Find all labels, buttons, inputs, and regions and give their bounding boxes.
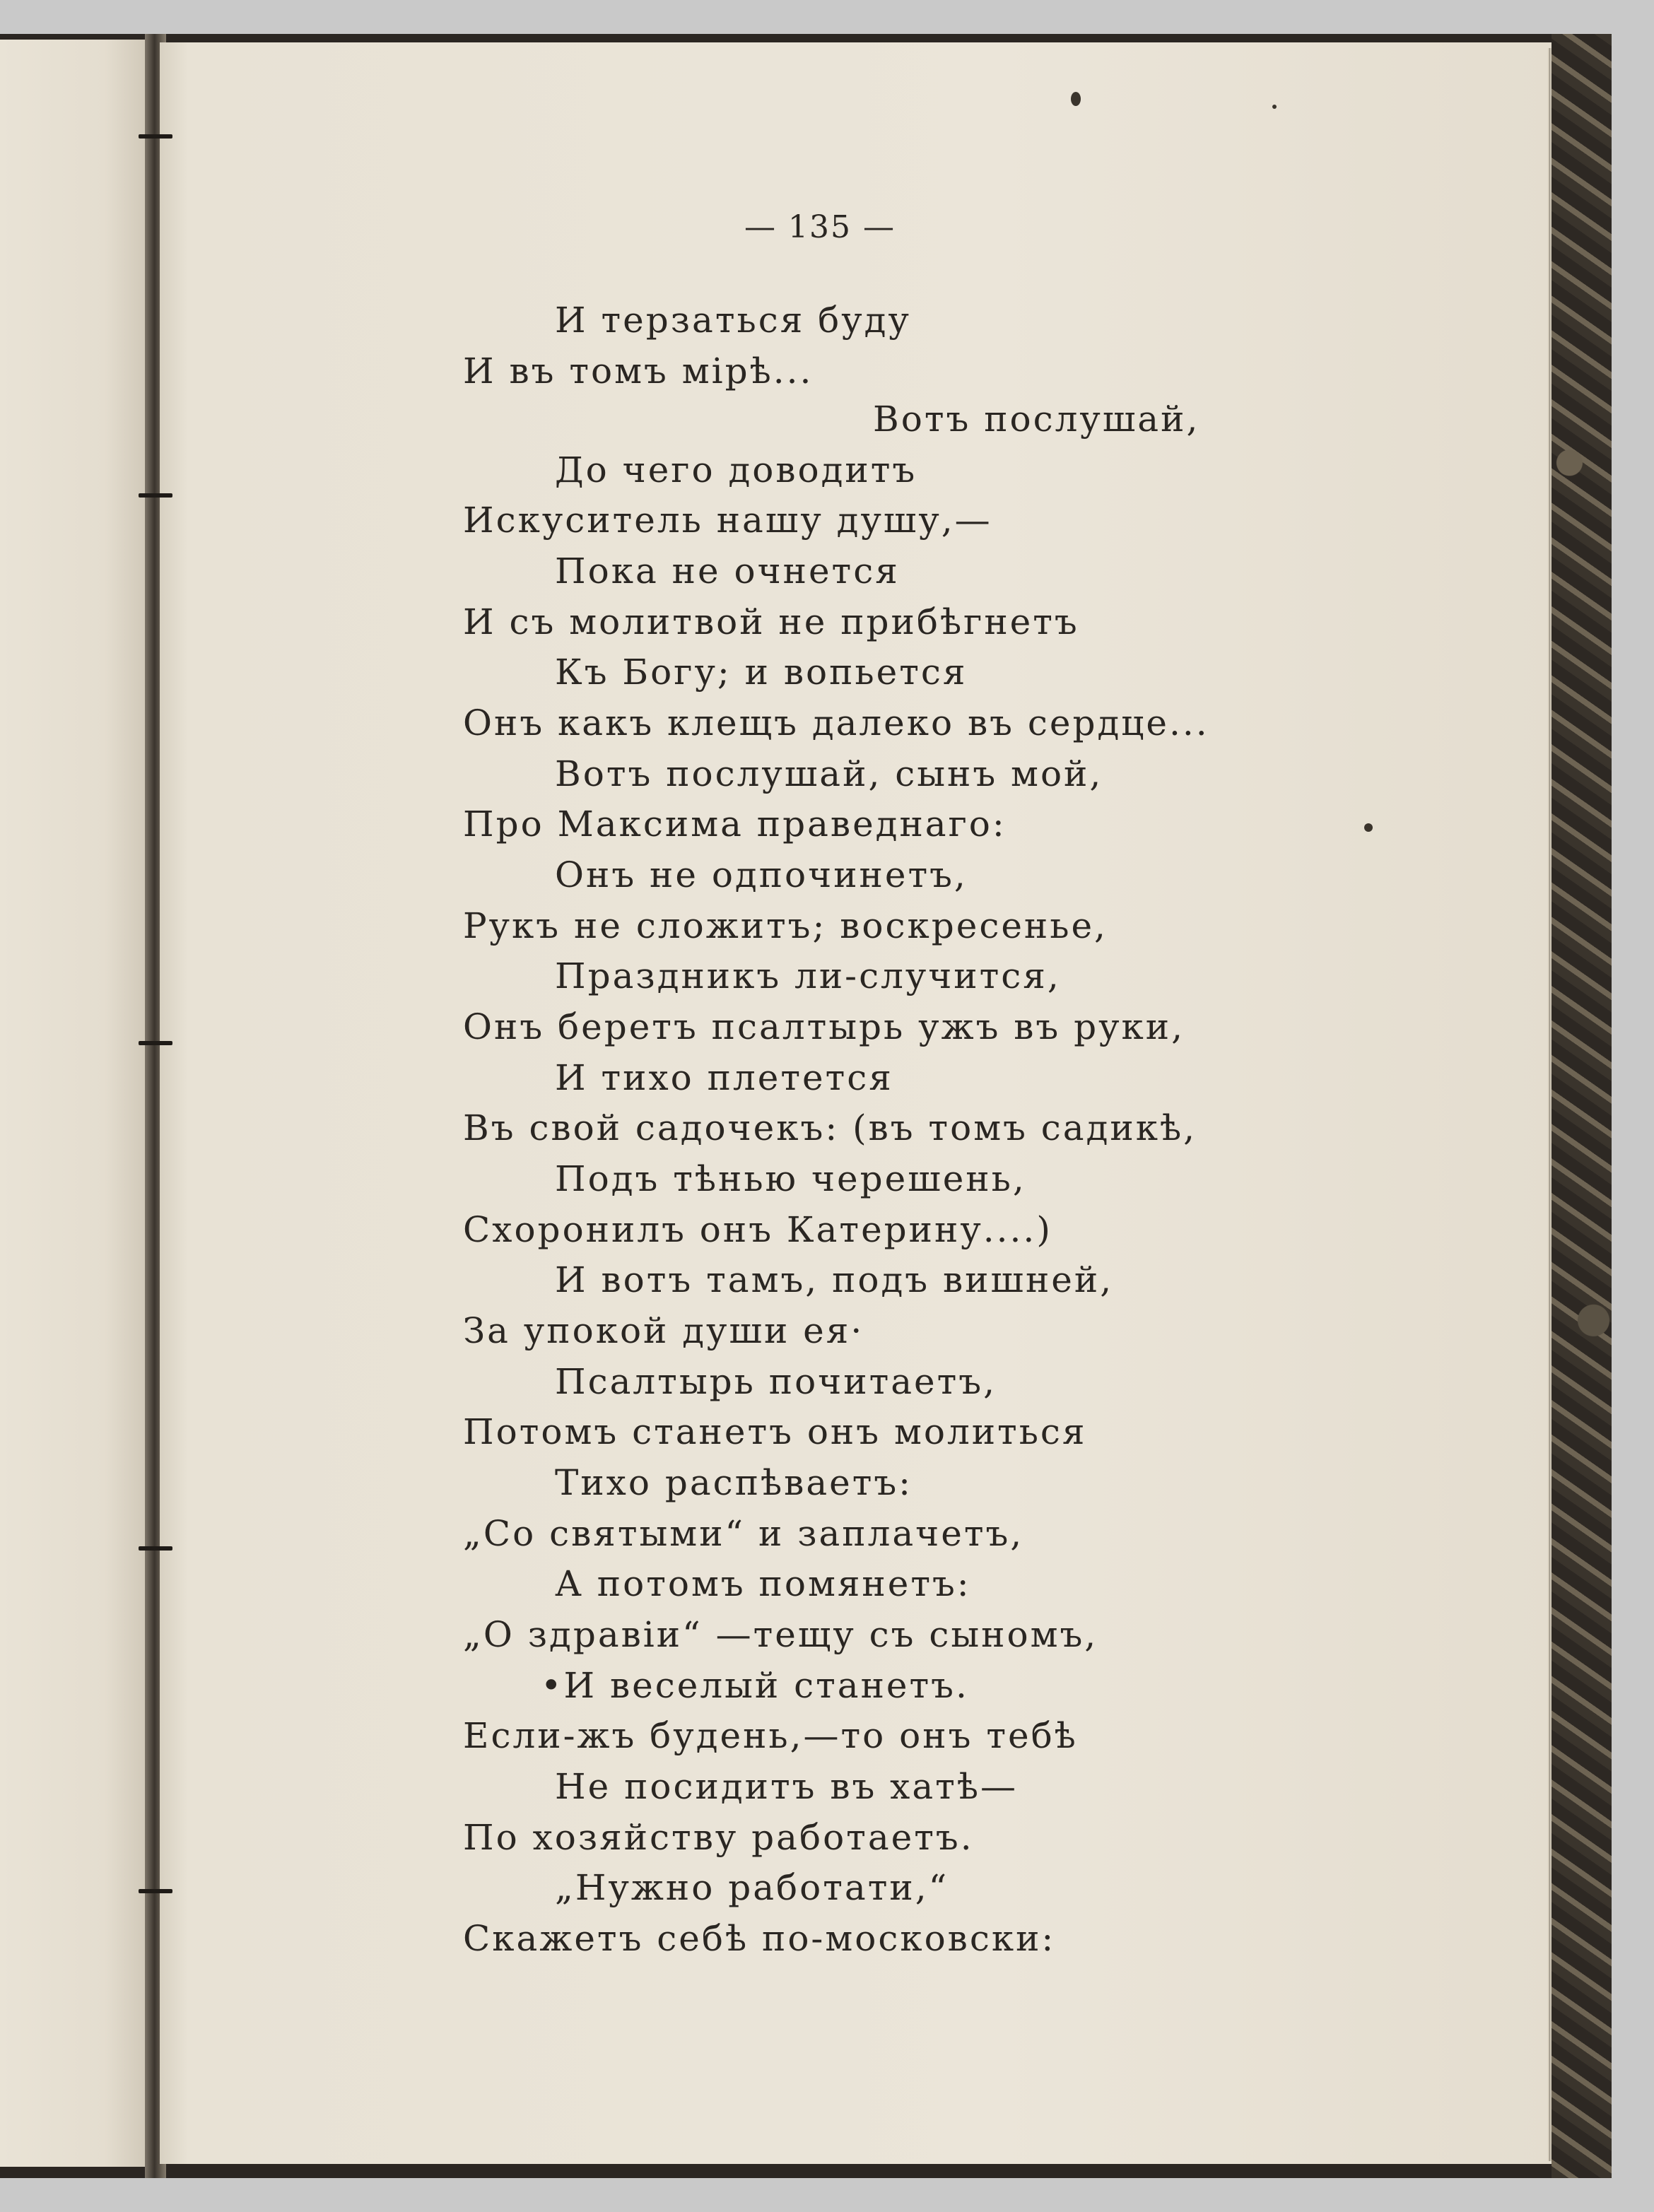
poem-line: Вотъ послушай,: [873, 399, 1200, 440]
poem-line: Про Максима праведнаго:: [463, 804, 1007, 845]
poem-line: И вотъ тамъ, подъ вишней,: [555, 1259, 1114, 1300]
poem-line: И тихо плетется: [555, 1057, 893, 1098]
binding-stitch: [139, 1041, 172, 1045]
poem-line: Въ свой садочекъ: (въ томъ садикѣ,: [463, 1107, 1197, 1148]
ink-speck: [1272, 105, 1277, 109]
poem-line: И съ молитвой не прибѣгнетъ: [463, 601, 1079, 642]
poem-line: По хозяйству работаетъ.: [463, 1817, 974, 1858]
poem-line: Не посидитъ въ хатѣ—: [555, 1766, 1018, 1807]
poem-line: Тихо распѣваетъ:: [555, 1462, 913, 1503]
poem-line: „Со святыми“ и заплачетъ,: [463, 1513, 1024, 1554]
poem-line: Пока не очнется: [555, 551, 900, 592]
binding-stitch: [139, 1546, 172, 1551]
poem-line: И терзаться буду: [555, 300, 911, 341]
poem-line: „Нужно работати,“: [555, 1867, 949, 1908]
poem-line: Онъ какъ клещъ далеко въ сердце...: [463, 702, 1209, 743]
binding-stitch: [139, 134, 172, 139]
poem-line: Искуситель нашу душу,—: [463, 500, 992, 541]
poem-line: Если-жъ будень,—то онъ тебѣ: [463, 1715, 1078, 1756]
poem-line: Праздникъ ли-случится,: [555, 955, 1061, 996]
page-number: — 135 —: [744, 209, 896, 245]
ink-speck: [1364, 823, 1373, 832]
poem-line: •И веселый станетъ.: [541, 1665, 969, 1706]
poem-line: И въ томъ мірѣ...: [463, 351, 814, 392]
poem-line: Вотъ послушай, сынъ мой,: [555, 753, 1103, 794]
poem-line: Подъ тѣнью черешень,: [555, 1158, 1026, 1199]
poem-line: Онъ не одпочинетъ,: [555, 854, 968, 895]
poem-line: Псалтырь почитаетъ,: [555, 1361, 997, 1402]
poem-line: Къ Богу; и вопьется: [555, 652, 968, 693]
poem-line: Потомъ станетъ онъ молиться: [463, 1411, 1087, 1452]
poem-line: До чего доводитъ: [555, 449, 917, 490]
poem-line: Схоронилъ онъ Катерину....): [463, 1209, 1052, 1250]
poem-line: Рукъ не сложитъ; воскресенье,: [463, 905, 1108, 946]
ink-speck: [1071, 92, 1081, 106]
poem-line: А потомъ помянетъ:: [555, 1563, 971, 1604]
binding-stitch: [139, 493, 172, 498]
poem-line: Скажетъ себѣ по-московски:: [463, 1918, 1056, 1959]
book-cover-edge: [1552, 34, 1612, 2178]
book-scan: [0, 34, 1612, 2178]
left-page-edge: [0, 40, 150, 2167]
poem-line: За упокой души ея·: [463, 1310, 864, 1351]
poem-line: „О здравіи“ —тещу съ сыномъ,: [463, 1614, 1098, 1655]
poem-line: Онъ беретъ псалтырь ужъ въ руки,: [463, 1006, 1185, 1047]
binding-stitch: [139, 1889, 172, 1893]
